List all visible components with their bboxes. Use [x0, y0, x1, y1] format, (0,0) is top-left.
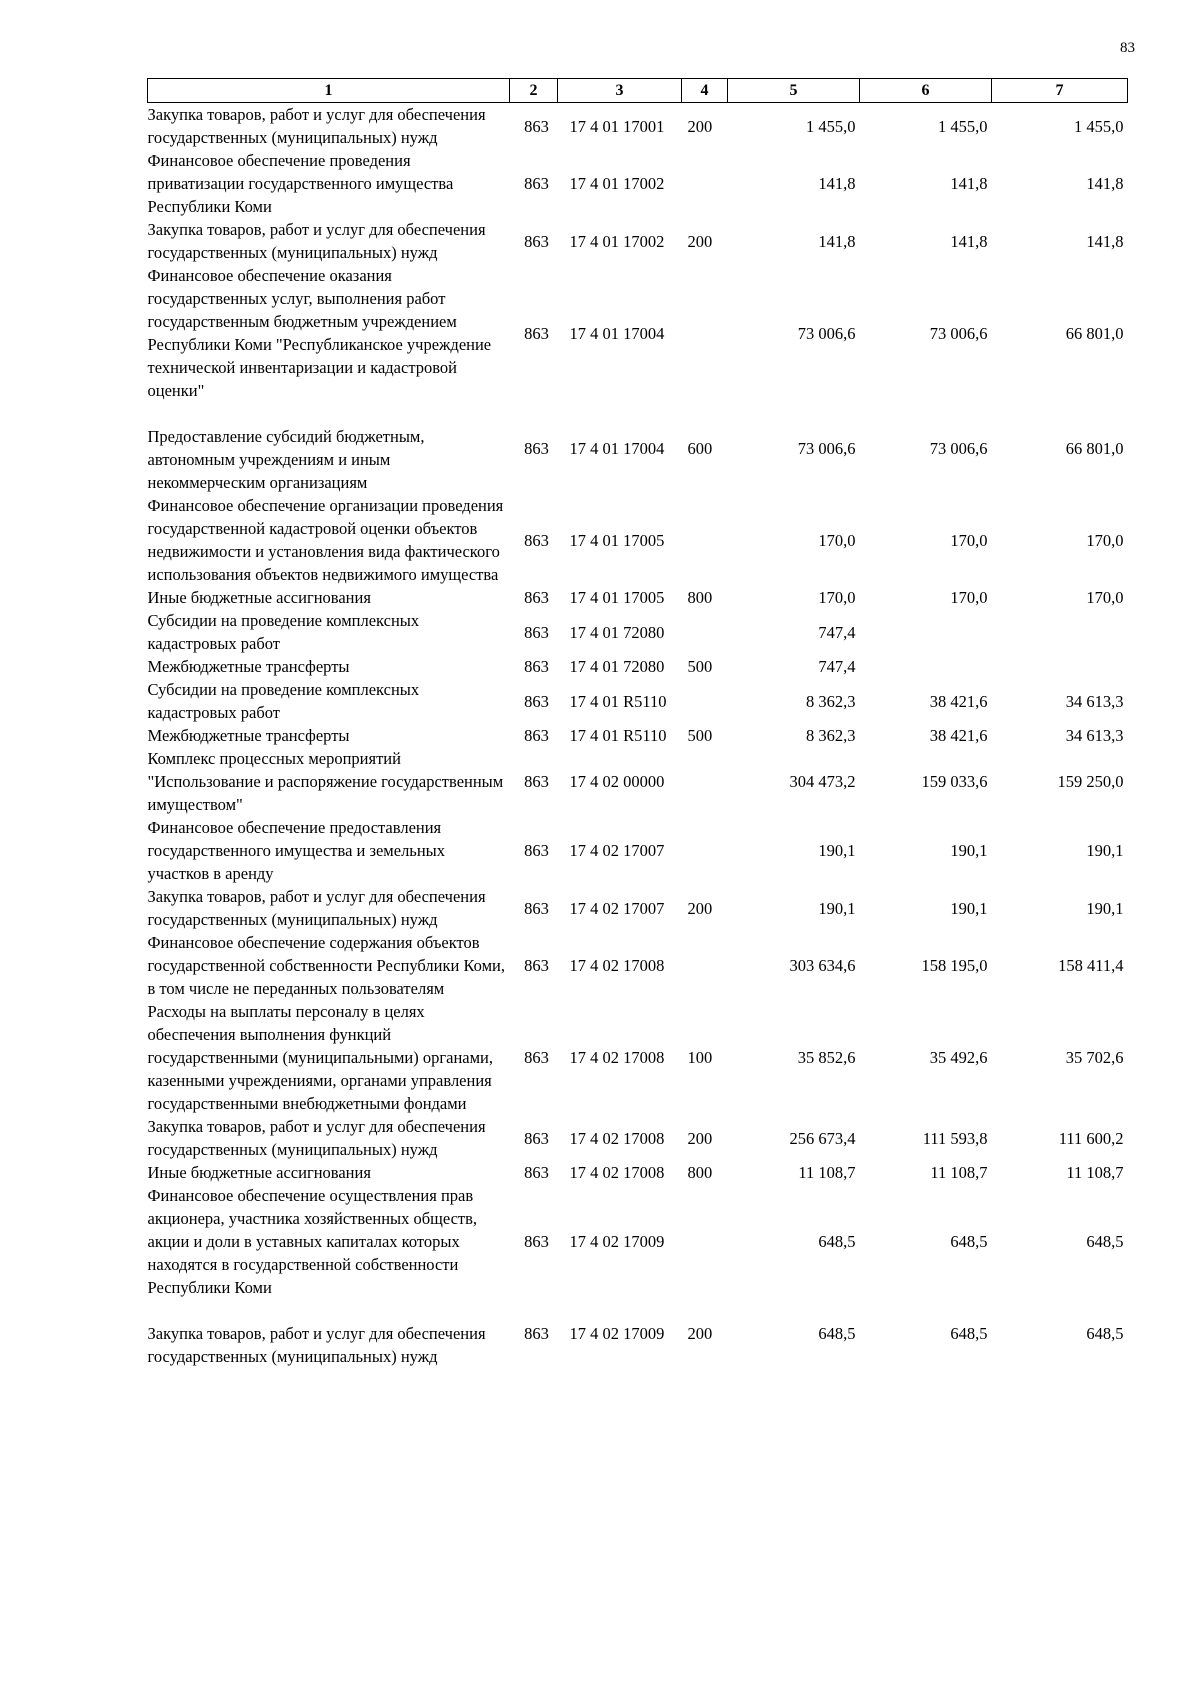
row-name-cell: Межбюджетные трансферты: [147, 726, 350, 745]
amount-year3-cell: 648,5: [1086, 1232, 1124, 1251]
amount-year1-cell: 141,8: [818, 231, 856, 251]
target-article-cell: 17 4 02 17008: [569, 1048, 665, 1067]
ministry-code-cell: 863: [524, 1048, 549, 1067]
amount-year2-cell: 38 421,6: [929, 691, 988, 711]
header-col-6: 6: [860, 79, 992, 103]
ministry-code-cell: 863: [524, 1232, 549, 1251]
amount-year1-cell: 8 362,3: [806, 691, 856, 711]
amount-year1-cell: 190,1: [818, 898, 856, 918]
amount-year3-cell: [992, 609, 1128, 655]
expense-kind-cell: 200: [687, 116, 713, 136]
row-name-cell: Закупка товаров, работ и услуг для обеспечения государственных (муниципальных) нужд: [147, 105, 486, 147]
row-name-cell: Финансовое обеспечение проведения приватизации государственного имущества Республики Коми: [147, 151, 454, 216]
row-name-cell: Финансовое обеспечение содержания объектов государственной собственности Республики Коми, в том числе не переданных пользователям: [147, 933, 505, 998]
ministry-code-cell: 863: [524, 438, 549, 458]
amount-year1-cell: 1 455,0: [806, 116, 856, 136]
table-row: [148, 747, 1128, 816]
amount-year3-cell: 159 250,0: [1057, 772, 1124, 791]
expense-kind-cell: 500: [687, 726, 713, 745]
page-number: 83: [1120, 40, 1135, 56]
amount-year2-cell: 73 006,6: [929, 438, 988, 458]
header-row: [148, 79, 1128, 103]
target-article-cell: 17 4 01 17005: [569, 588, 665, 607]
ministry-code-cell: 863: [524, 1128, 549, 1148]
amount-year1-cell: 170,0: [818, 530, 856, 550]
table-body: [148, 103, 1128, 1369]
table-row: [148, 1000, 1128, 1115]
row-name-cell: Финансовое обеспечение осуществления прав акционера, участника хозяйственных обществ, акции и доли в уставных капиталах которых находятся в государственной собственности Республики Коми: [147, 1186, 478, 1297]
table-row: [148, 586, 1128, 609]
expense-kind-cell: [682, 494, 728, 586]
target-article-cell: 17 4 01 17002: [569, 231, 665, 251]
amount-year1-cell: 648,5: [818, 1324, 856, 1343]
table-row: [148, 724, 1128, 747]
target-article-cell: 17 4 01 17001: [569, 116, 665, 136]
target-article-cell: 17 4 02 17007: [569, 841, 665, 860]
row-name-cell: Финансовое обеспечение оказания государственных услуг, выполнения работ государственным бюджетным учреждением Республики Коми "Республиканское учреждение технической инвентаризации и кадастровой оценки": [147, 266, 492, 400]
table-row: [148, 609, 1128, 655]
amount-year2-cell: 170,0: [950, 588, 988, 607]
target-article-cell: 17 4 01 R5110: [569, 726, 667, 745]
amount-year1-cell: 35 852,6: [797, 1048, 856, 1067]
target-article-cell: 17 4 01 R5110: [569, 691, 667, 711]
row-name-cell: Субсидии на проведение комплексных кадастровых работ: [147, 680, 420, 722]
ministry-code-cell: 863: [524, 956, 549, 975]
amount-year2-cell: 1 455,0: [938, 116, 988, 136]
target-article-cell: 17 4 02 17008: [569, 1163, 665, 1182]
amount-year2-cell: 38 421,6: [929, 726, 988, 745]
amount-year3-cell: 11 108,7: [1066, 1163, 1124, 1182]
amount-year1-cell: 256 673,4: [789, 1128, 856, 1148]
amount-year2-cell: 190,1: [950, 841, 988, 860]
table-row: [148, 103, 1128, 150]
target-article-cell: 17 4 01 72080: [569, 622, 665, 642]
ministry-code-cell: 863: [524, 898, 549, 918]
table-row: [148, 218, 1128, 264]
ministry-code-cell: 863: [524, 1324, 549, 1343]
row-name-cell: Иные бюджетные ассигнования: [147, 1163, 371, 1182]
target-article-cell: 17 4 01 17005: [569, 530, 665, 550]
row-name-cell: Комплекс процессных мероприятий "Использование и распоряжение государственным имуществом": [147, 749, 504, 814]
target-article-cell: 17 4 02 17009: [569, 1324, 665, 1343]
target-article-cell: 17 4 01 17004: [569, 438, 665, 458]
header-col-7: 7: [992, 79, 1128, 103]
table-row: [148, 1115, 1128, 1161]
amount-year3-cell: 1 455,0: [1074, 116, 1124, 136]
row-name-cell: Закупка товаров, работ и услуг для обеспечения государственных (муниципальных) нужд: [147, 1117, 486, 1159]
ministry-code-cell: 863: [524, 116, 549, 136]
expense-kind-cell: [682, 1184, 728, 1299]
expense-kind-cell: 200: [687, 1324, 713, 1343]
ministry-code-cell: 863: [524, 588, 549, 607]
amount-year2-cell: 141,8: [950, 174, 988, 193]
target-article-cell: 17 4 02 17008: [569, 956, 665, 975]
row-name-cell: Межбюджетные трансферты: [147, 657, 350, 676]
amount-year2-cell: 158 195,0: [921, 956, 988, 975]
table-row: [148, 264, 1128, 402]
amount-year3-cell: 34 613,3: [1065, 726, 1124, 745]
amount-year2-cell: 111 593,8: [922, 1128, 988, 1148]
amount-year3-cell: 34 613,3: [1065, 691, 1124, 711]
table-row: [148, 1161, 1128, 1184]
amount-year1-cell: 170,0: [818, 588, 856, 607]
expense-kind-cell: [682, 264, 728, 402]
ministry-code-cell: 863: [524, 174, 549, 193]
amount-year2-cell: 11 108,7: [930, 1163, 988, 1182]
ministry-code-cell: 863: [524, 1163, 549, 1182]
amount-year1-cell: 648,5: [818, 1232, 856, 1251]
amount-year3-cell: 141,8: [1086, 231, 1124, 251]
header-col-3: 3: [558, 79, 682, 103]
expense-kind-cell: [682, 816, 728, 885]
expense-kind-cell: 800: [687, 1163, 713, 1182]
table-row: [148, 678, 1128, 724]
table-row: [148, 149, 1128, 218]
target-article-cell: 17 4 02 00000: [569, 772, 665, 791]
table-row: [148, 402, 1128, 494]
expense-kind-cell: 200: [687, 231, 713, 251]
target-article-cell: 17 4 01 72080: [569, 657, 665, 676]
amount-year3-cell: 66 801,0: [1065, 438, 1124, 458]
amount-year2-cell: 141,8: [950, 231, 988, 251]
header-col-1: 1: [148, 79, 510, 103]
amount-year3-cell: 141,8: [1086, 174, 1124, 193]
amount-year2-cell: [860, 609, 992, 655]
amount-year2-cell: 190,1: [950, 898, 988, 918]
target-article-cell: 17 4 01 17004: [569, 323, 665, 343]
row-name-cell: Расходы на выплаты персоналу в целях обеспечения выполнения функций государственными (муниципальными) органами, казенными учреждениями, органами управления государственными внебюджетными фондами: [147, 1002, 494, 1113]
table-header: [148, 79, 1128, 103]
target-article-cell: 17 4 02 17008: [569, 1128, 665, 1148]
amount-year1-cell: 304 473,2: [789, 772, 856, 791]
amount-year3-cell: [992, 655, 1128, 678]
amount-year1-cell: 141,8: [818, 174, 856, 193]
amount-year3-cell: 190,1: [1086, 841, 1124, 860]
amount-year1-cell: 73 006,6: [797, 323, 856, 343]
ministry-code-cell: 863: [524, 530, 549, 550]
table-row: [148, 655, 1128, 678]
amount-year1-cell: 190,1: [818, 841, 856, 860]
target-article-cell: 17 4 02 17007: [569, 898, 665, 918]
amount-year1-cell: 11 108,7: [798, 1163, 856, 1182]
header-col-2: 2: [510, 79, 558, 103]
target-article-cell: 17 4 01 17002: [569, 174, 665, 193]
amount-year3-cell: 158 411,4: [1058, 956, 1124, 975]
budget-table: [147, 78, 1128, 1368]
amount-year3-cell: 35 702,6: [1065, 1048, 1124, 1067]
amount-year2-cell: 35 492,6: [929, 1048, 988, 1067]
expense-kind-cell: [682, 931, 728, 1000]
row-name-cell: Финансовое обеспечение организации проведения государственной кадастровой оценки объектов недвижимости и установления вида фактического использования объектов недвижимого имущества: [147, 496, 504, 584]
amount-year1-cell: 747,4: [818, 657, 856, 676]
table-row: [148, 931, 1128, 1000]
ministry-code-cell: 863: [524, 841, 549, 860]
amount-year2-cell: 170,0: [950, 530, 988, 550]
ministry-code-cell: 863: [524, 726, 549, 745]
expense-kind-cell: [682, 149, 728, 218]
amount-year3-cell: 170,0: [1086, 530, 1124, 550]
amount-year3-cell: 170,0: [1086, 588, 1124, 607]
expense-kind-cell: 500: [687, 657, 713, 676]
amount-year2-cell: 648,5: [950, 1232, 988, 1251]
row-name-cell: Иные бюджетные ассигнования: [147, 588, 371, 607]
amount-year3-cell: 66 801,0: [1065, 323, 1124, 343]
expense-kind-cell: [682, 609, 728, 655]
table-row: [148, 494, 1128, 586]
row-name-cell: Закупка товаров, работ и услуг для обеспечения государственных (муниципальных) нужд: [147, 887, 486, 929]
table-row: [148, 1299, 1128, 1368]
amount-year3-cell: 648,5: [1086, 1324, 1124, 1343]
ministry-code-cell: 863: [524, 323, 549, 343]
expense-kind-cell: [682, 678, 728, 724]
table-row: [148, 885, 1128, 931]
amount-year3-cell: 111 600,2: [1058, 1128, 1124, 1148]
row-name-cell: Закупка товаров, работ и услуг для обеспечения государственных (муниципальных) нужд: [147, 1324, 486, 1366]
expense-kind-cell: 200: [687, 1128, 713, 1148]
amount-year2-cell: 648,5: [950, 1324, 988, 1343]
header-col-4: 4: [682, 79, 728, 103]
target-article-cell: 17 4 02 17009: [569, 1232, 665, 1251]
amount-year1-cell: 747,4: [818, 622, 856, 642]
row-name-cell: Предоставление субсидий бюджетным, автономным учреждениям и иным некоммерческим организациям: [147, 427, 425, 492]
row-name-cell: Закупка товаров, работ и услуг для обеспечения государственных (муниципальных) нужд: [147, 220, 486, 262]
amount-year2-cell: [860, 655, 992, 678]
amount-year3-cell: 190,1: [1086, 898, 1124, 918]
ministry-code-cell: 863: [524, 622, 549, 642]
expense-kind-cell: 800: [687, 588, 713, 607]
row-name-cell: Финансовое обеспечение предоставления государственного имущества и земельных участков в аренду: [147, 818, 445, 883]
header-col-5: 5: [728, 79, 860, 103]
expense-kind-cell: 600: [687, 438, 713, 458]
amount-year1-cell: 73 006,6: [797, 438, 856, 458]
row-name-cell: Субсидии на проведение комплексных кадастровых работ: [147, 611, 420, 653]
amount-year1-cell: 303 634,6: [789, 956, 856, 975]
expense-kind-cell: 100: [687, 1048, 713, 1067]
expense-kind-cell: 200: [687, 898, 713, 918]
table-row: [148, 816, 1128, 885]
table-row: [148, 1184, 1128, 1299]
amount-year1-cell: 8 362,3: [806, 726, 856, 745]
ministry-code-cell: 863: [524, 657, 549, 676]
amount-year2-cell: 73 006,6: [929, 323, 988, 343]
ministry-code-cell: 863: [524, 691, 549, 711]
ministry-code-cell: 863: [524, 772, 549, 791]
ministry-code-cell: 863: [524, 231, 549, 251]
amount-year2-cell: 159 033,6: [921, 772, 988, 791]
expense-kind-cell: [682, 747, 728, 816]
